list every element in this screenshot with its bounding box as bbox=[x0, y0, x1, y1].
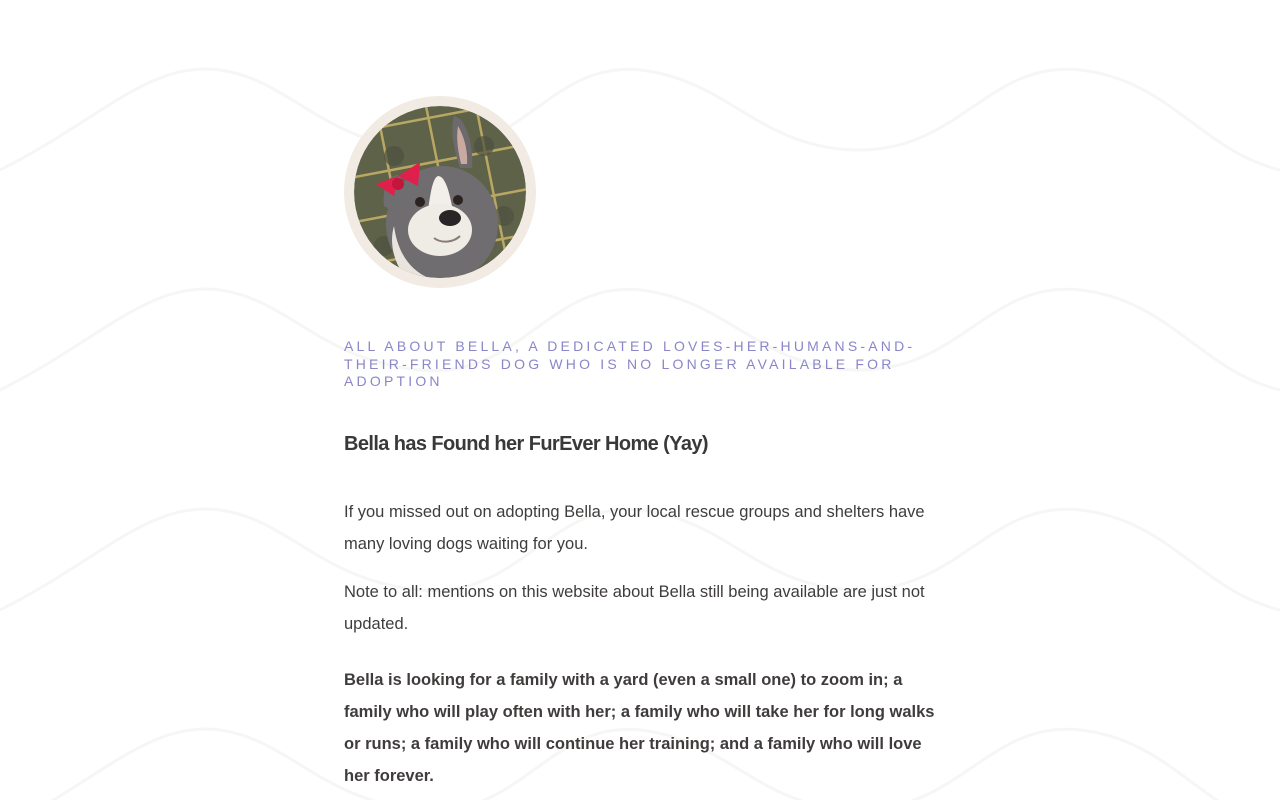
adoption-note-paragraph: If you missed out on adopting Bella, your local rescue groups and shelters have many loving dogs waiting for you. bbox=[344, 502, 925, 553]
family-requirements-paragraph: Bella is looking for a family with a yard (even a small one) to zoom in; a family who will play often with her; a family who will take her for long walks or runs; a family who will continue her training; and a family who will love her forever. bbox=[344, 670, 935, 785]
profile-content bbox=[344, 96, 936, 792]
website-note-paragraph: Note to all: mentions on this website about Bella still being available are just not updated. bbox=[344, 582, 925, 633]
avatar bbox=[344, 96, 536, 288]
dog-photo-icon bbox=[354, 106, 526, 278]
page-title: Bella has Found her FurEver Home (Yay) bbox=[344, 432, 708, 455]
page-tagline: ALL ABOUT BELLA, A DEDICATED LOVES-HER-HUMANS-AND-THEIR-FRIENDS DOG WHO IS NO LONGER AVAILABLE FOR ADOPTION bbox=[344, 338, 916, 389]
